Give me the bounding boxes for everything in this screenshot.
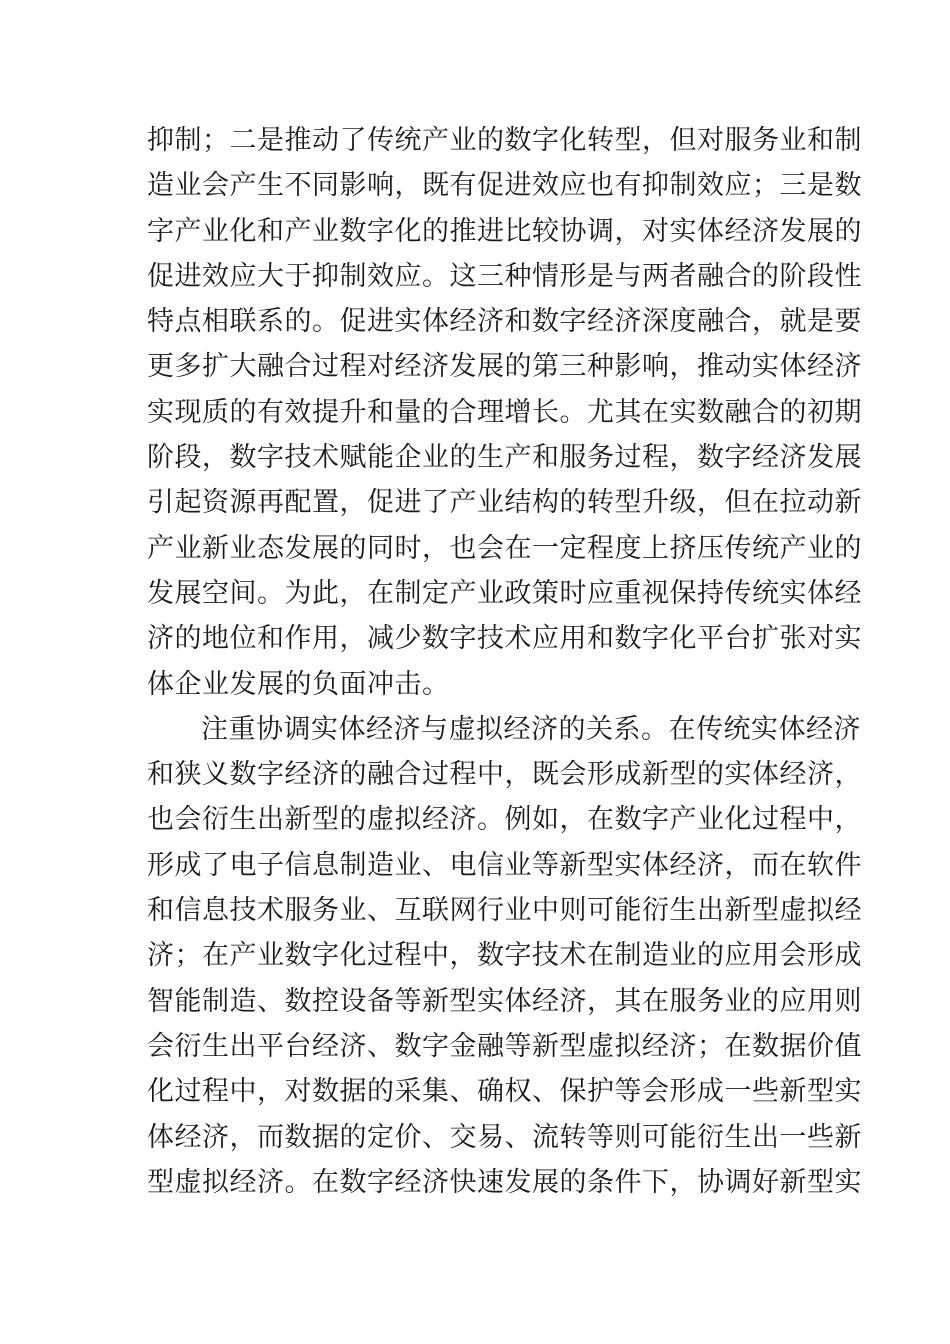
paragraph-line: 济；在产业数字化过程中，数字技术在制造业的应用会形成 bbox=[147, 940, 862, 972]
paragraph-line: 实现质的有效提升和量的合理增长。尤其在实数融合的初期 bbox=[147, 396, 862, 428]
paragraph-line: 体企业发展的负面冲击。 bbox=[147, 668, 450, 700]
paragraph-line: 和狭义数字经济的融合过程中，既会形成新型的实体经济， bbox=[147, 759, 862, 791]
paragraph-line: 字产业化和产业数字化的推进比较协调，对实体经济发展的 bbox=[147, 215, 862, 247]
paragraph-line: 造业会产生不同影响，既有促进效应也有抑制效应；三是数 bbox=[147, 170, 862, 202]
paragraph-line: 形成了电子信息制造业、电信业等新型实体经济，而在软件 bbox=[147, 849, 862, 881]
paragraph-2 bbox=[147, 707, 862, 1205]
paragraph-line: 抑制；二是推动了传统产业的数字化转型，但对服务业和制 bbox=[147, 125, 862, 156]
paragraph-line: 化过程中，对数据的采集、确权、保护等会形成一些新型实 bbox=[147, 1076, 862, 1108]
paragraph-line: 阶段，数字技术赋能企业的生产和服务过程，数字经济发展 bbox=[147, 442, 862, 474]
paragraph-line: 引起资源再配置，促进了产业结构的转型升级，但在拉动新 bbox=[147, 487, 862, 519]
paragraph-line: 注重协调实体经济与虚拟经济的关系。在传统实体经济 bbox=[201, 713, 861, 745]
document-body bbox=[147, 118, 862, 1205]
paragraph-line: 促进效应大于抑制效应。这三种情形是与两者融合的阶段性 bbox=[147, 260, 862, 292]
paragraph-line: 产业新业态发展的同时，也会在一定程度上挤压传统产业的 bbox=[147, 532, 862, 564]
paragraph-line: 体经济，而数据的定价、交易、流转等则可能衍生出一些新 bbox=[147, 1121, 862, 1153]
paragraph-line: 也会衍生出新型的虚拟经济。例如，在数字产业化过程中， bbox=[147, 804, 862, 836]
paragraph-line: 特点相联系的。促进实体经济和数字经济深度融合，就是要 bbox=[147, 306, 862, 338]
paragraph-line: 济的地位和作用，减少数字技术应用和数字化平台扩张对实 bbox=[147, 623, 862, 655]
paragraph-line: 型虚拟经济。在数字经济快速发展的条件下，协调好新型实 bbox=[147, 1166, 862, 1198]
paragraph-line: 更多扩大融合过程对经济发展的第三种影响，推动实体经济 bbox=[147, 351, 862, 383]
paragraph-line: 和信息技术服务业、互联网行业中则可能衍生出新型虚拟经 bbox=[147, 895, 862, 927]
paragraph-line: 智能制造、数控设备等新型实体经济，其在服务业的应用则 bbox=[147, 985, 862, 1017]
paragraph-line: 发展空间。为此，在制定产业政策时应重视保持传统实体经 bbox=[147, 577, 862, 609]
paragraph-1 bbox=[147, 118, 862, 707]
paragraph-line: 会衍生出平台经济、数字金融等新型虚拟经济；在数据价值 bbox=[147, 1030, 862, 1062]
